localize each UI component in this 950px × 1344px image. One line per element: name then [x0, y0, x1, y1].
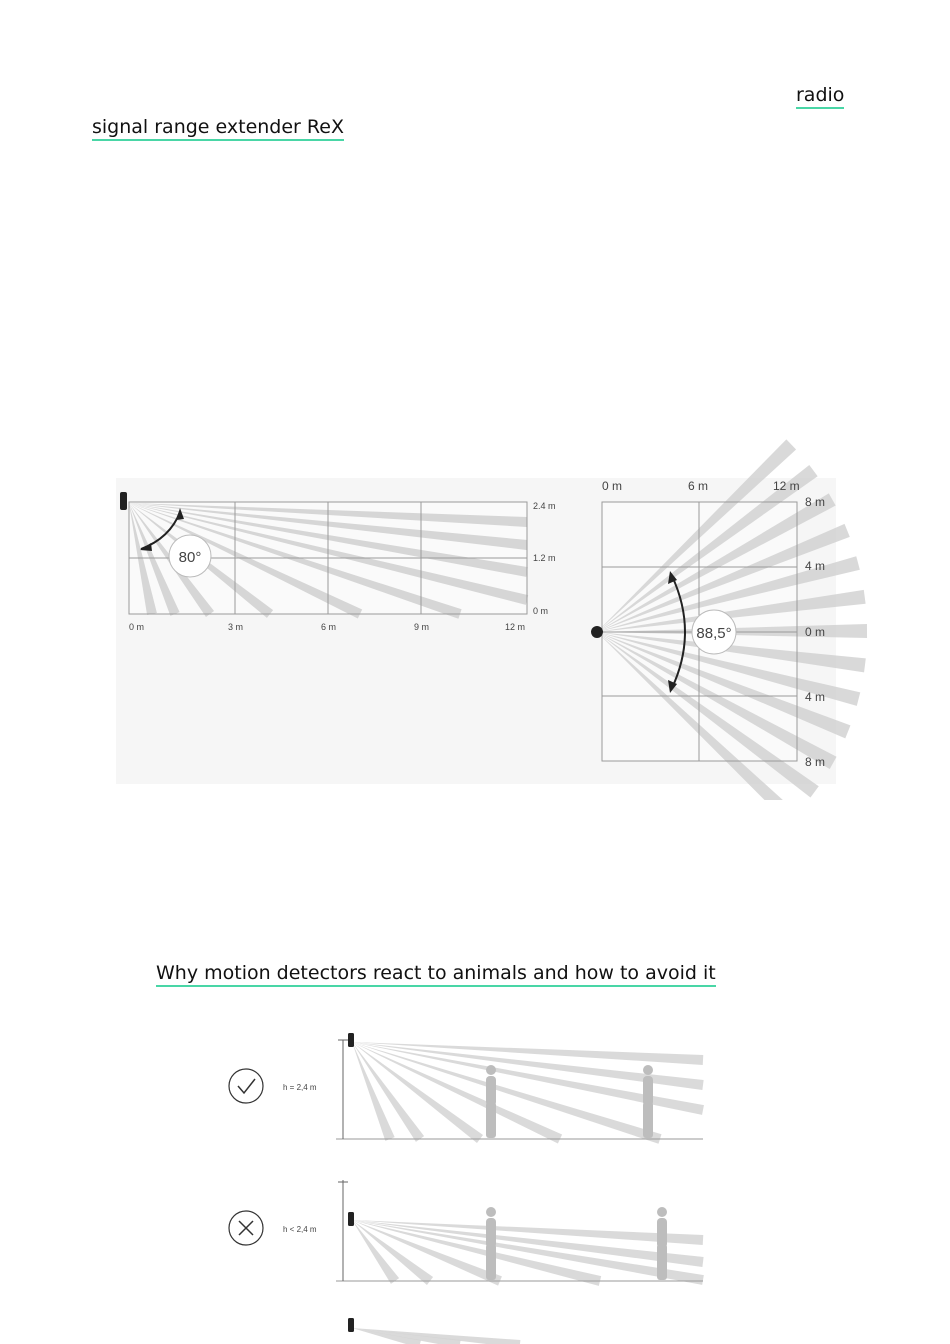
side-x-tick: 0 m	[129, 622, 145, 632]
top-y-tick: 8 m	[805, 755, 826, 769]
animals-article-link[interactable]: Why motion detectors react to animals and how to avoid it	[156, 962, 716, 987]
check-icon	[229, 1069, 263, 1103]
top-y-tick: 4 m	[805, 559, 826, 573]
wrong-install-beams	[352, 1220, 704, 1286]
detector-icon	[348, 1212, 354, 1226]
side-x-tick: 3 m	[228, 622, 244, 632]
side-y-tick: 1.2 m	[533, 553, 556, 563]
side-view-angle-label: 80°	[178, 549, 202, 566]
radio-extender-link-part1[interactable]: radio	[796, 84, 844, 109]
side-x-tick: 6 m	[321, 622, 337, 632]
top-y-tick: 0 m	[805, 625, 826, 639]
top-x-tick: 12 m	[773, 479, 800, 493]
side-y-tick: 0 m	[533, 606, 549, 616]
detector-icon	[348, 1318, 354, 1332]
detector-icon	[348, 1033, 354, 1047]
top-x-tick: 0 m	[602, 479, 623, 493]
wrong-install-panel	[229, 1180, 704, 1286]
side-y-tick: 2.4 m	[533, 501, 556, 511]
top-x-tick: 6 m	[688, 479, 709, 493]
third-install-panel	[348, 1318, 520, 1344]
top-y-tick: 8 m	[805, 495, 826, 509]
top-y-tick: 4 m	[805, 690, 826, 704]
side-x-tick: 9 m	[414, 622, 430, 632]
wrong-height-label: h < 2,4 m	[283, 1225, 317, 1234]
radio-extender-link-part2[interactable]: signal range extender ReX	[92, 116, 344, 141]
third-install-beams	[352, 1328, 520, 1344]
correct-height-label: h = 2,4 m	[283, 1083, 317, 1092]
side-x-tick: 12 m	[505, 622, 526, 632]
correct-install-panel	[229, 1033, 704, 1144]
top-view-angle-label: 88,5°	[696, 625, 732, 642]
